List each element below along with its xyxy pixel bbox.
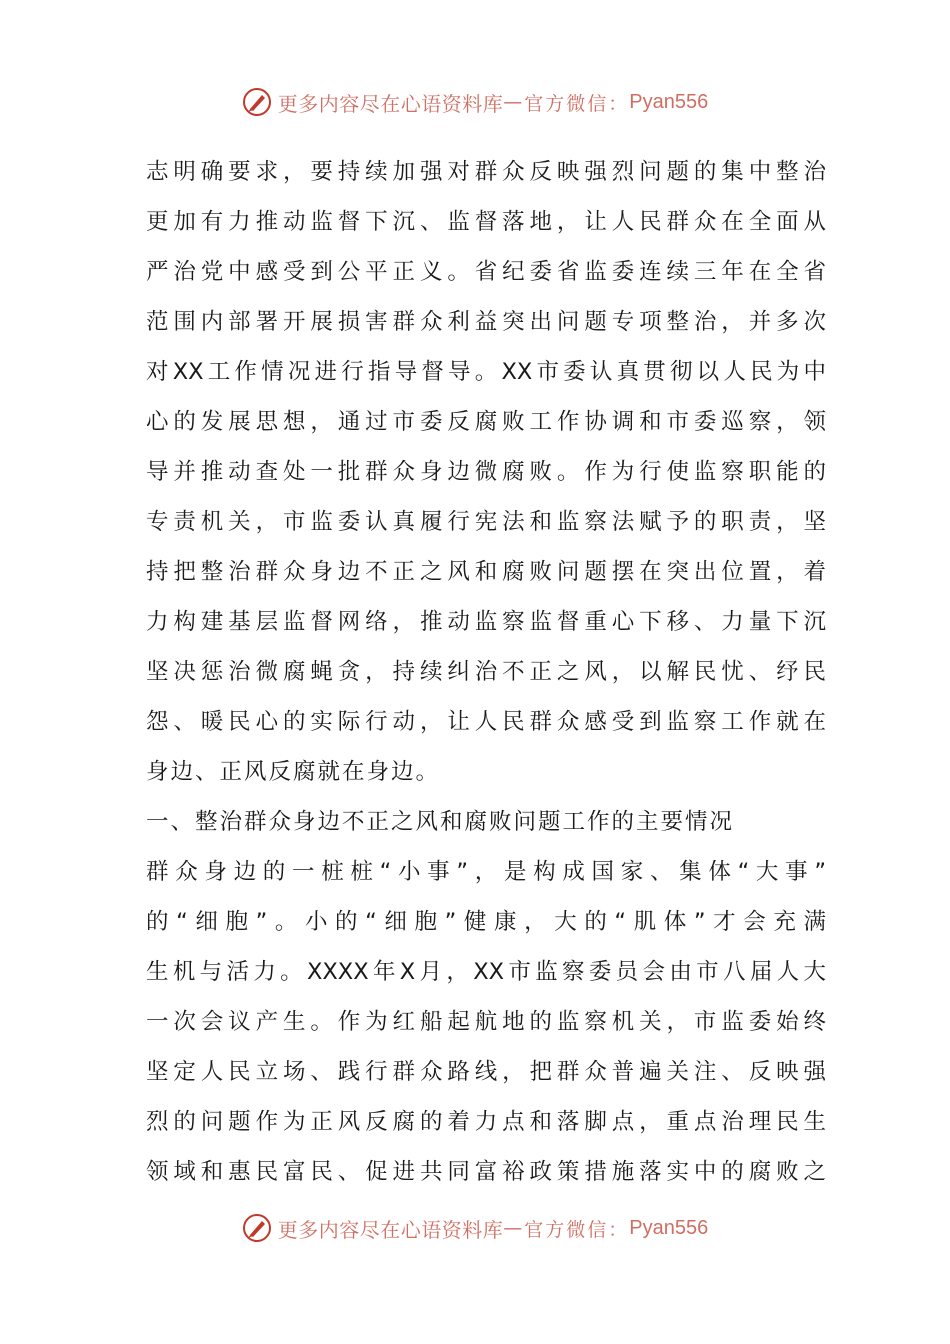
body-line: 生机与活力。XXXX年X月，XX市监察委员会由市八届人大	[146, 959, 826, 985]
wechat-label: 官方微信：	[524, 92, 630, 115]
body-line: 更加有力推动监督下沉、监督落地，让人民群众在全面从	[146, 209, 826, 235]
body-line: 一次会议产生。作为红船起航地的监察机关，市监委始终	[146, 1009, 826, 1035]
body-line: 怨、暖民心的实际行动，让人民群众感受到监察工作就在	[146, 709, 826, 735]
pen-logo-icon	[242, 1213, 272, 1243]
body-line: 坚定人民立场、践行群众路线，把群众普遍关注、反映强	[146, 1059, 826, 1085]
body-line: 群众身边的一桩桩“小事”，是构成国家、集体“大事”	[146, 859, 826, 885]
banner-text: 更多内容尽在心语资料库	[277, 1217, 504, 1242]
body-line: 力构建基层监督网络，推动监察监督重心下移、力量下沉	[146, 609, 826, 635]
wechat-label: 官方微信：	[524, 1218, 630, 1241]
body-line: 对XX工作情况进行指导督导。XX市委认真贯彻以人民为中	[146, 359, 826, 385]
banner-text: 更多内容尽在心语资料库	[277, 91, 504, 116]
body-line: 身边、正风反腐就在身边。	[146, 759, 441, 785]
pen-logo-icon	[242, 87, 272, 117]
body-line: 持把整治群众身边不正之风和腐败问题摆在突出位置，着	[146, 559, 826, 585]
body-line: 志明确要求，要持续加强对群众反映强烈问题的集中整治	[146, 159, 826, 185]
banner-dash: —	[503, 91, 525, 113]
body-line: 导并推动查处一批群众身边微腐败。作为行使监察职能的	[146, 459, 826, 485]
document-body	[146, 147, 826, 1197]
footer-banner	[0, 1208, 950, 1248]
body-line: 坚决惩治微腐蝇贪，持续纠治不正之风，以解民忧、纾民	[146, 659, 826, 685]
body-line: 领域和惠民富民、促进共同富裕政策措施落实中的腐败之	[146, 1159, 826, 1185]
banner-dash: —	[503, 1217, 525, 1239]
body-line: 范围内部署开展损害群众利益突出问题专项整治，并多次	[146, 309, 826, 335]
section-heading: 一、整治群众身边不正之风和腐败问题工作的主要情况	[146, 809, 735, 835]
wechat-id: Pyan556	[629, 1216, 709, 1239]
header-banner	[0, 82, 950, 122]
wechat-id: Pyan556	[629, 90, 709, 113]
body-line: 严治党中感受到公平正义。省纪委省监委连续三年在全省	[146, 259, 826, 285]
body-line: 专责机关，市监委认真履行宪法和监察法赋予的职责，坚	[146, 509, 826, 535]
body-line: 的“细胞”。小的“细胞”健康，大的“肌体”才会充满	[146, 909, 826, 935]
body-line: 烈的问题作为正风反腐的着力点和落脚点，重点治理民生	[146, 1109, 826, 1135]
body-line: 心的发展思想，通过市委反腐败工作协调和市委巡察，领	[146, 409, 826, 435]
